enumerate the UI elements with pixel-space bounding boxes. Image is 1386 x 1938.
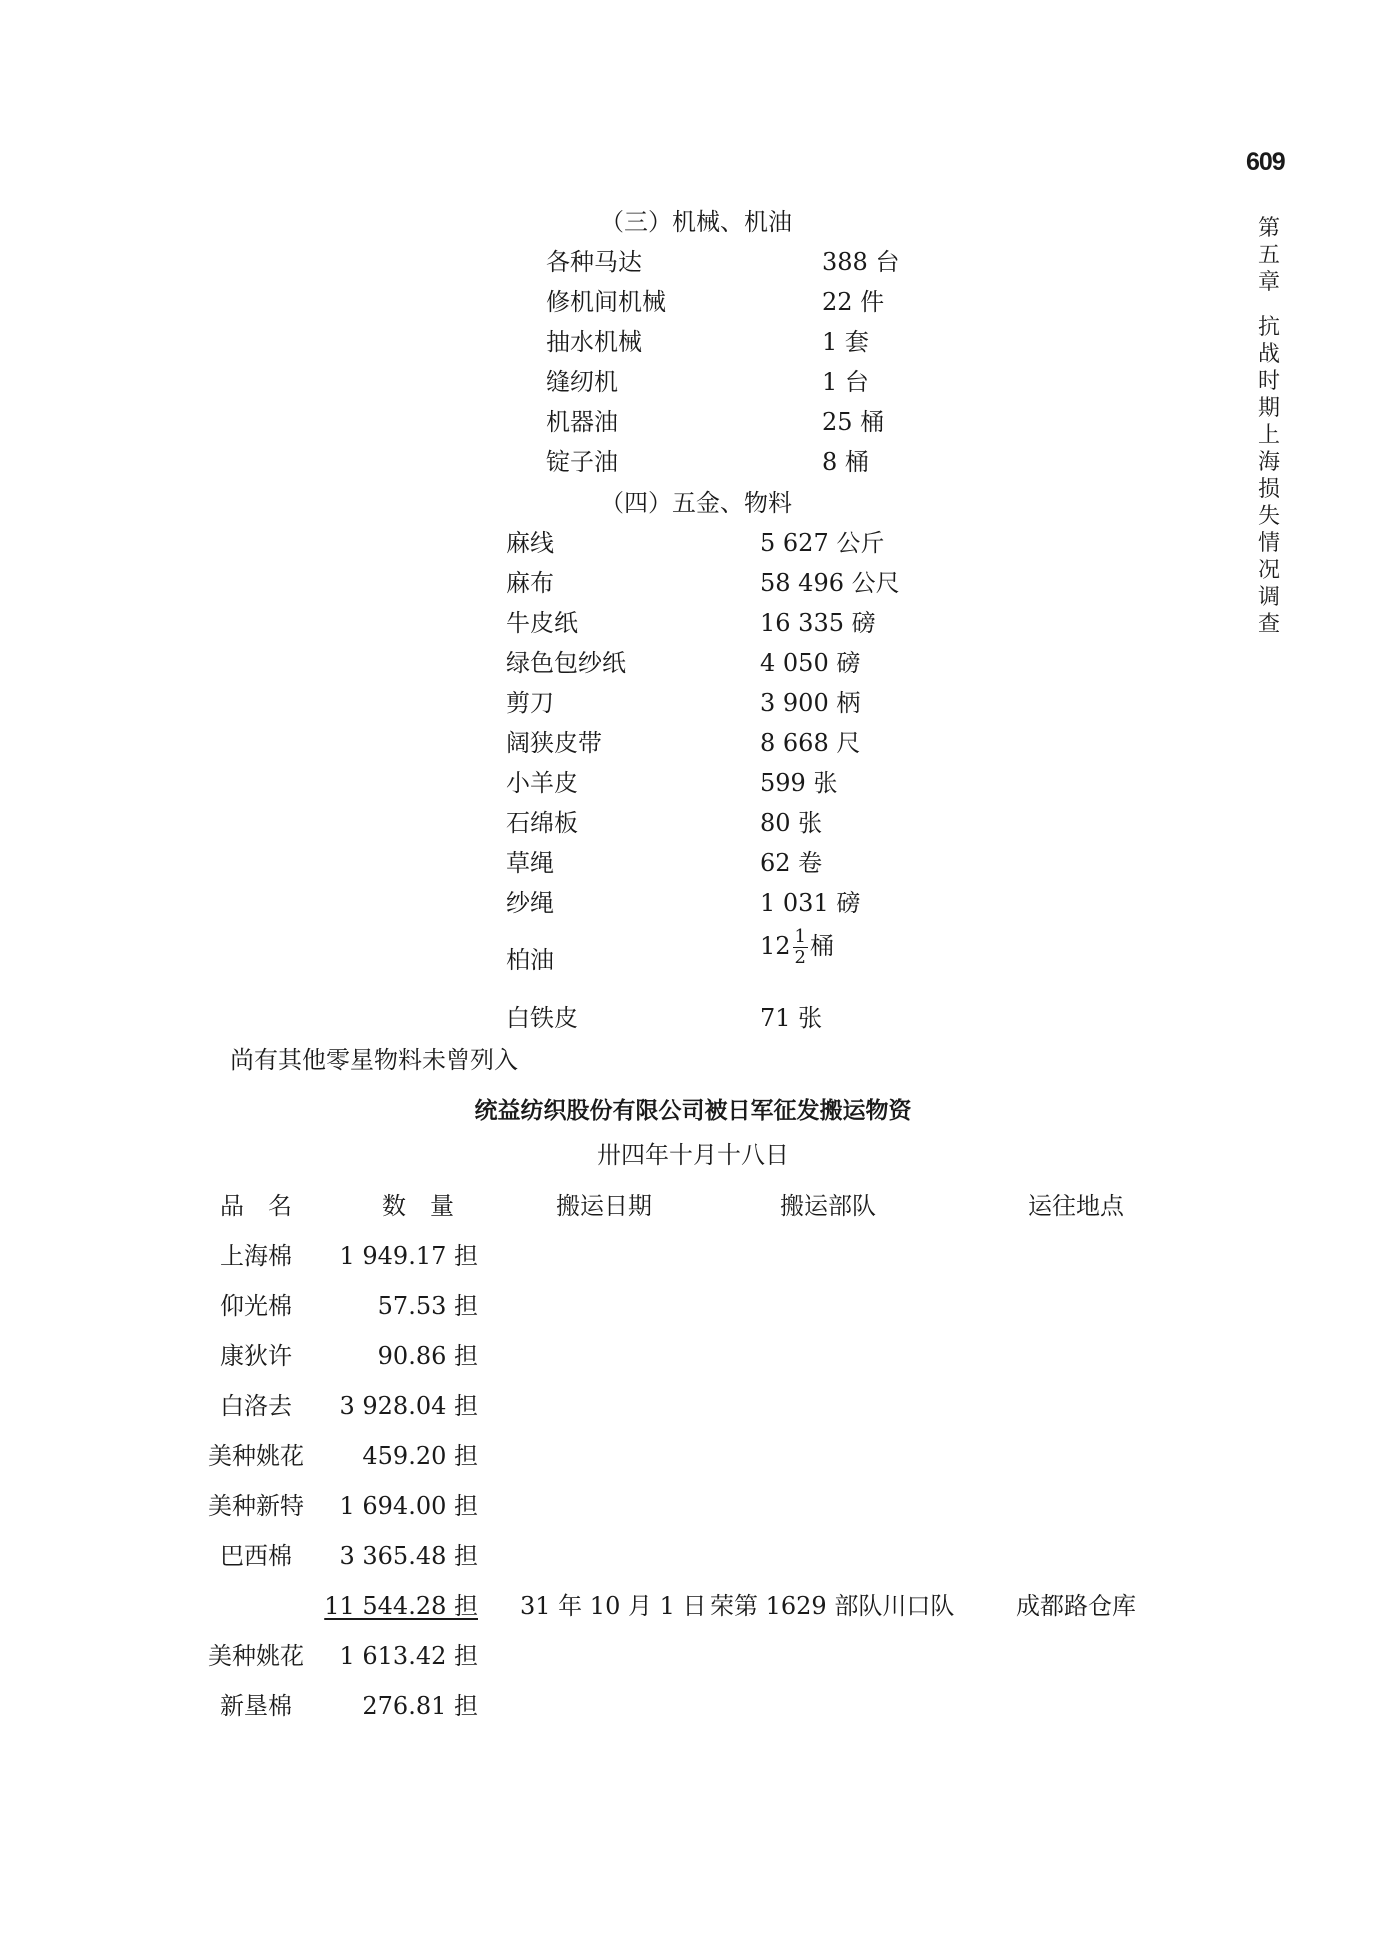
list-item bbox=[546, 322, 869, 357]
item-quantity bbox=[760, 926, 834, 968]
cell-name: 美种姚花 bbox=[208, 1442, 304, 1470]
header-quantity: 数 量 bbox=[382, 1192, 454, 1220]
fraction-numerator: 1 bbox=[794, 926, 806, 947]
running-head-char: 战 bbox=[1257, 342, 1280, 367]
item-name: 柏油 bbox=[506, 946, 554, 974]
cell-quantity: 1 613.42 担 bbox=[339, 1642, 478, 1670]
cell-quantity: 459.20 担 bbox=[362, 1442, 478, 1470]
running-head-char: 失 bbox=[1257, 504, 1280, 529]
item-name: 草绳 bbox=[506, 849, 554, 877]
item-name: 机器油 bbox=[546, 408, 618, 436]
cell-name: 上海棉 bbox=[220, 1242, 292, 1270]
header-name: 品 名 bbox=[220, 1192, 292, 1220]
item-quantity: 388 台 bbox=[822, 248, 900, 276]
list-item bbox=[546, 442, 869, 477]
cell-name: 新垦棉 bbox=[220, 1692, 292, 1720]
qty-whole: 12 bbox=[760, 932, 791, 960]
cell-name: 巴西棉 bbox=[220, 1542, 292, 1570]
item-name: 纱绳 bbox=[506, 889, 554, 917]
running-head-char: 查 bbox=[1257, 612, 1280, 637]
item-name: 修机间机械 bbox=[546, 288, 666, 316]
cell-quantity: 3 365.48 担 bbox=[339, 1542, 478, 1570]
cell-name: 仰光棉 bbox=[220, 1292, 292, 1320]
item-name: 抽水机械 bbox=[546, 328, 642, 356]
running-head-char: 章 bbox=[1257, 270, 1280, 295]
list-item bbox=[506, 998, 823, 1033]
cell-name: 康狄许 bbox=[220, 1342, 292, 1370]
item-quantity: 1 031 磅 bbox=[760, 889, 861, 917]
running-head-char: 抗 bbox=[1257, 315, 1280, 340]
item-quantity: 62 卷 bbox=[760, 849, 823, 877]
item-name: 石绵板 bbox=[506, 809, 578, 837]
running-head-char: 五 bbox=[1257, 243, 1280, 268]
section-heading-hardware: （四）五金、物料 bbox=[600, 489, 792, 517]
item-quantity: 1 台 bbox=[822, 368, 869, 396]
item-quantity: 3 900 柄 bbox=[760, 689, 861, 717]
item-quantity: 58 496 公尺 bbox=[760, 569, 900, 597]
qty-unit: 桶 bbox=[810, 932, 834, 960]
header-unit: 搬运部队 bbox=[780, 1192, 876, 1220]
cell-quantity: 276.81 担 bbox=[362, 1692, 478, 1720]
item-quantity: 80 张 bbox=[760, 809, 823, 837]
running-head-char: 况 bbox=[1257, 558, 1280, 583]
cell-destination: 成都路仓库 bbox=[1016, 1592, 1136, 1620]
note-text: 尚有其他零星物料未曾列入 bbox=[230, 1046, 518, 1074]
item-quantity: 16 335 磅 bbox=[760, 609, 876, 637]
list-item bbox=[546, 362, 869, 397]
list-item bbox=[506, 563, 900, 598]
cell-quantity: 57.53 担 bbox=[377, 1292, 478, 1320]
running-head-char: 调 bbox=[1257, 585, 1280, 610]
section-heading-machinery: （三）机械、机油 bbox=[600, 208, 792, 236]
cell-name: 美种姚花 bbox=[208, 1642, 304, 1670]
item-quantity: 22 件 bbox=[822, 288, 885, 316]
cell-quantity-subtotal bbox=[278, 1586, 478, 1621]
running-head-char: 第 bbox=[1257, 216, 1280, 241]
list-item bbox=[546, 242, 900, 277]
item-name: 白铁皮 bbox=[506, 1004, 578, 1032]
page-number: 609 bbox=[1246, 148, 1285, 176]
item-quantity: 71 张 bbox=[760, 1004, 823, 1032]
running-head-char: 损 bbox=[1257, 477, 1280, 502]
list-item bbox=[506, 643, 861, 678]
running-head-char: 海 bbox=[1257, 450, 1280, 475]
running-head-char: 期 bbox=[1257, 396, 1280, 421]
running-head-char: 情 bbox=[1257, 531, 1280, 556]
item-name: 麻布 bbox=[506, 569, 554, 597]
item-quantity: 1 套 bbox=[822, 328, 869, 356]
list-item bbox=[506, 523, 885, 558]
fraction bbox=[793, 927, 808, 968]
running-head bbox=[1254, 215, 1284, 638]
cell-date: 31 年 10 月 1 日 bbox=[520, 1592, 707, 1620]
cell-quantity: 1 949.17 担 bbox=[339, 1242, 478, 1270]
fraction-denominator: 2 bbox=[794, 947, 806, 968]
cell-name: 白洛去 bbox=[220, 1392, 292, 1420]
list-item bbox=[506, 843, 823, 878]
running-head-char: 上 bbox=[1257, 423, 1280, 448]
item-quantity: 25 桶 bbox=[822, 408, 885, 436]
cell-quantity: 3 928.04 担 bbox=[339, 1392, 478, 1420]
item-name: 锭子油 bbox=[546, 448, 618, 476]
item-name: 牛皮纸 bbox=[506, 609, 578, 637]
item-quantity: 8 668 尺 bbox=[760, 729, 861, 757]
item-name: 小羊皮 bbox=[506, 769, 578, 797]
list-item bbox=[506, 883, 861, 918]
header-date: 搬运日期 bbox=[556, 1192, 652, 1220]
item-name: 麻线 bbox=[506, 529, 554, 557]
list-item bbox=[546, 402, 885, 437]
table-date: 卅四年十月十八日 bbox=[597, 1141, 789, 1169]
cell-quantity: 90.86 担 bbox=[377, 1342, 478, 1370]
list-item bbox=[506, 763, 838, 798]
table-title: 统益纺织股份有限公司被日军征发搬运物资 bbox=[474, 1098, 912, 1124]
item-quantity: 599 张 bbox=[760, 769, 838, 797]
item-quantity: 5 627 公斤 bbox=[760, 529, 885, 557]
list-item bbox=[506, 803, 823, 838]
cell-unit: 荣第 1629 部队川口队 bbox=[710, 1592, 955, 1620]
item-quantity: 4 050 磅 bbox=[760, 649, 861, 677]
item-name: 绿色包纱纸 bbox=[506, 649, 626, 677]
list-item bbox=[506, 683, 861, 718]
list-item bbox=[506, 926, 834, 975]
list-item bbox=[546, 282, 885, 317]
running-head-char: 时 bbox=[1257, 369, 1280, 394]
header-destination: 运往地点 bbox=[1028, 1192, 1124, 1220]
item-name: 阔狭皮带 bbox=[506, 729, 602, 757]
list-item bbox=[506, 723, 861, 758]
subtotal-value: 11 544.28 担 bbox=[324, 1592, 478, 1620]
item-name: 剪刀 bbox=[506, 689, 554, 717]
item-name: 缝纫机 bbox=[546, 368, 618, 396]
cell-name: 美种新特 bbox=[208, 1492, 304, 1520]
item-name: 各种马达 bbox=[546, 248, 642, 276]
cell-quantity: 1 694.00 担 bbox=[339, 1492, 478, 1520]
list-item bbox=[506, 603, 876, 638]
item-quantity: 8 桶 bbox=[822, 448, 869, 476]
